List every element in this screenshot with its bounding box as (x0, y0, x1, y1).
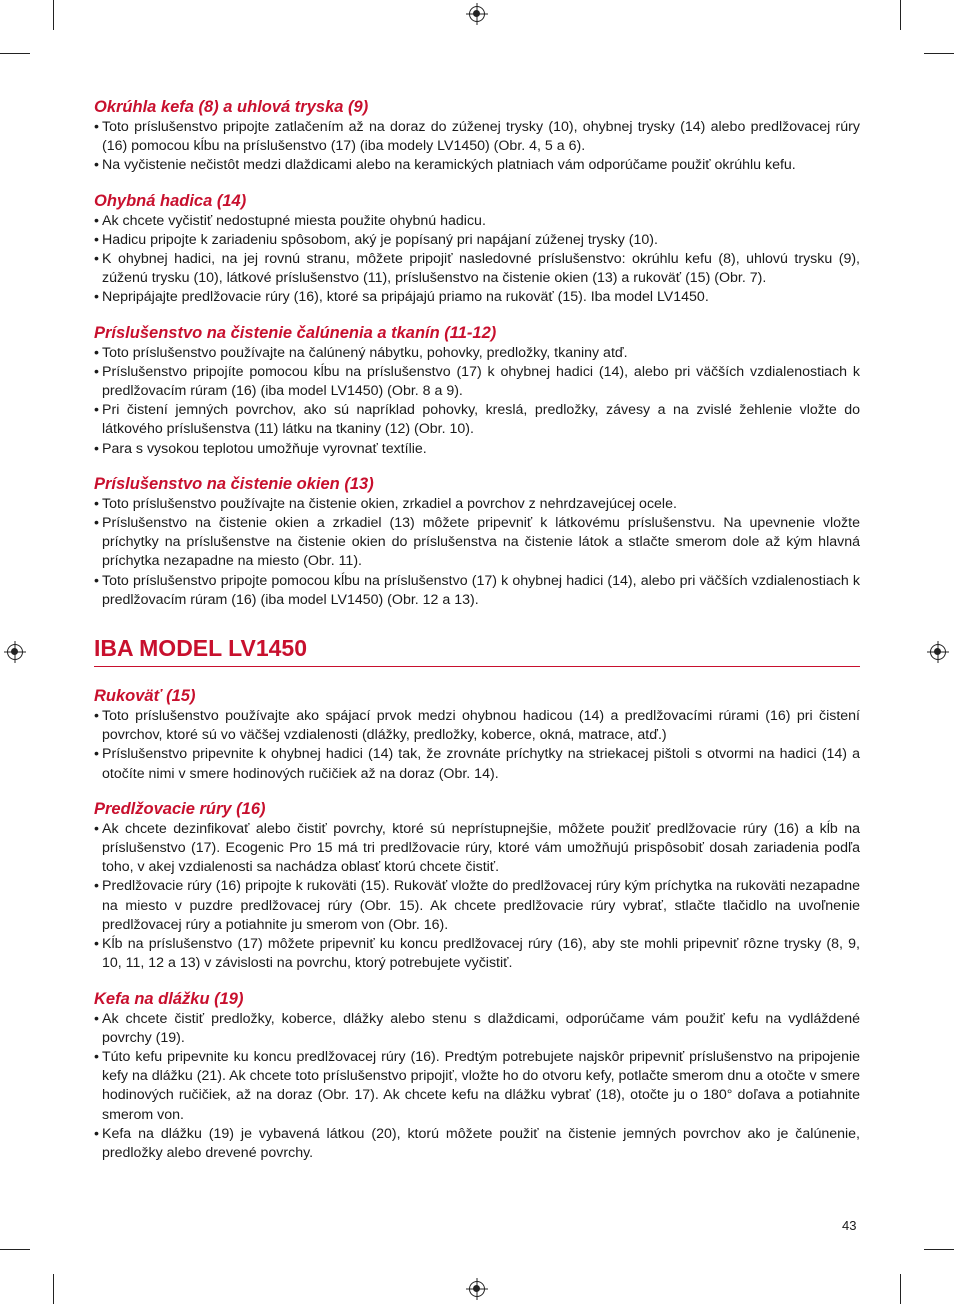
registration-mark-icon (930, 644, 946, 660)
bullet-item: • Kefa na dlážku (19) je vybavená látkou (20), ktorú môžete použiť na čistenie jemných povrchov ako je čalúnenie, predložky alebo drevené povrchy. (94, 1125, 860, 1163)
bullet-item: • Nepripájajte predlžovacie rúry (16), ktoré sa pripájajú priamo na rukoväť (15). Iba model LV1450. (94, 288, 860, 307)
bullet-item: • Toto príslušenstvo používajte na čistenie okien, zrkadiel a povrchov z nehrdzavejúcej ocele. (94, 495, 860, 514)
bullet-item: • Toto príslušenstvo pripojte zatlačením až na doraz do zúženej trysky (10), ohybnej trysky (14) alebo predlžovacej rúry (16) pomocou kĺbu na príslušenstvo (17) (iba modely LV1450) (Obr. 4, 5 a 6). (94, 118, 860, 156)
section-heading: Príslušenstvo na čistenie čalúnenia a tkanín (11-12) (94, 323, 497, 342)
section (94, 988, 860, 1164)
bullet-item: • Túto kefu pripevnite ku koncu predlžovacej rúry (16). Predtým potrebujete najskôr pripevniť príslušenstvo na pripojenie kefy na dlážku (21). Ak chcete toto príslušenstvo pripojiť, vložte ho do otvoru kefy, potlačte smerom dnu a otočte v smere hodinových ručičiek, až na doraz (Obr. 17). Ak chcete kefu na dlážku vybrať (18), otočte ju o 180° doľava a potiahnite smerom von. (94, 1048, 860, 1125)
section (94, 473, 860, 610)
bullet-item: • Príslušenstvo na čistenie okien a zrkadiel (13) môžete pripevniť k látkovému príslušenstvu. Na upevnenie vložte príchytky na príslušenstve na čistenie okien do príslušenstva na čistenie látok a stlačte smerom dole až kým hlavná príchytka nezapadne na miesto (Obr. 11). (94, 514, 860, 572)
bullet-item: • Kĺb na príslušenstvo (17) môžete pripevniť ku koncu predlžovacej rúry (16), aby ste mohli pripevniť rôzne trysky (8, 9, 10, 11, 12 a 13) v závislosti na povrchu, ktorý potrebujete vyčistiť. (94, 935, 860, 973)
bullet-item: • Pri čistení jemných povrchov, ako sú napríklad pohovky, kreslá, predložky, závesy a na zvislé žehlenie vložte do látkového príslušenstva (11) látku na tkaniny (12) (Obr. 10). (94, 401, 860, 439)
bullet-item: • Ak chcete vyčistiť nedostupné miesta použite ohybnú hadicu. (94, 212, 860, 231)
bullet-list (94, 820, 860, 974)
section (94, 685, 860, 784)
bullet-item: • Hadicu pripojte k zariadeniu spôsobom, aký je popísaný pri napájaní zúženej trysky (10). (94, 231, 860, 250)
model-title: IBA MODEL LV1450 (94, 634, 860, 667)
page-number: 43 (842, 1218, 857, 1233)
bullet-item: • Para s vysokou teplotou umožňuje vyrovnať textílie. (94, 440, 860, 459)
section (94, 322, 860, 459)
bullet-list (94, 212, 860, 308)
crop-mark (924, 53, 954, 54)
crop-mark (924, 1249, 954, 1250)
section (94, 190, 860, 308)
bullet-item: • Toto príslušenstvo pripojte pomocou kĺbu na príslušenstvo (17) k ohybnej hadici (14), alebo pri väčších vzdialenostiach k predlžovacím rúram (16) (iba model LV1450) (Obr. 12 a 13). (94, 572, 860, 610)
section (94, 96, 860, 176)
bullet-item: • Toto príslušenstvo používajte ako spájací prvok medzi ohybnou hadicou (14) a predlžovacími rúrami (16) pri čistení povrchov, ktoré sú vo väčšej vzdialenosti (dlážky, predložky, koberce, okná, matrace, atď.) (94, 707, 860, 745)
page-content (94, 96, 860, 1163)
section-heading: Predlžovacie rúry (16) (94, 799, 266, 818)
crop-mark (53, 0, 54, 30)
section-heading: Rukoväť (15) (94, 687, 196, 706)
bullet-item: • Príslušenstvo pripojíte pomocou kĺbu na príslušenstvo (17) k ohybnej hadici (14), alebo pri väčších vzdialenostiach k predlžovacím rúram (16) (iba model LV1450) (Obr. 8 a 9). (94, 363, 860, 401)
bullet-item: • Toto príslušenstvo používajte na čalúnený nábytku, pohovky, predložky, tkaniny atď. (94, 344, 860, 363)
section-heading: Ohybná hadica (14) (94, 191, 247, 210)
bullet-item: • Predlžovacie rúry (16) pripojte k rukoväti (15). Rukoväť vložte do predlžovacej rúry kým príchytka na rukoväti nezapadne na miesto v puzdre predlžovacej rúry (Obr. 15). Ak chcete predlžovacie rúry vybrať, stlačte tlačidlo na uvoľnenie predlžovacej rúry a potiahnite ju smerom von (Obr. 16). (94, 877, 860, 935)
bullet-item: • K ohybnej hadici, na jej rovnú stranu, môžete pripojiť nasledovné príslušenstvo: okrúhlu kefu (8), uhlovú trysku (9), zúženú trysku (10), látkové príslušenstvo (11), príslušenstvo na čistenie okien (13) a rukoväť (15) (Obr. 7). (94, 250, 860, 288)
bullet-list (94, 344, 860, 459)
section-heading: Kefa na dlážku (19) (94, 989, 244, 1008)
bullet-item: • Na vyčistenie nečistôt medzi dlaždicami alebo na keramických platniach vám odporúčame použiť okrúhlu kefu. (94, 156, 860, 175)
bullet-item: • Ak chcete čistiť predložky, koberce, dlážky alebo stenu s dlaždicami, odporúčame vám použiť kefu na vydláždené povrchy (19). (94, 1010, 860, 1048)
bullet-list (94, 707, 860, 784)
crop-mark (900, 0, 901, 30)
bullet-item: • Ak chcete dezinfikovať alebo čistiť povrchy, ktoré sú neprístupnejšie, môžete použiť predlžovacie rúry (16) a kĺb na príslušenstvo (17). Ecogenic Pro 15 má tri predlžovacie rúry, ktoré vám umožňujú prispôsobiť dosah zariadenia podľa toho, v akej vzdialenosti sa nachádza oblasť ktorú chcete čistiť. (94, 820, 860, 878)
crop-mark (53, 1274, 54, 1304)
bottom-sections (94, 685, 860, 1163)
registration-mark-icon (7, 644, 23, 660)
bullet-list (94, 118, 860, 176)
crop-mark (0, 1249, 30, 1250)
section-heading: Príslušenstvo na čistenie okien (13) (94, 474, 374, 493)
registration-mark-icon (469, 6, 485, 22)
registration-mark-icon (469, 1281, 485, 1297)
top-sections (94, 96, 860, 610)
section (94, 798, 860, 974)
bullet-list (94, 495, 860, 610)
crop-mark (0, 53, 30, 54)
bullet-list (94, 1010, 860, 1164)
crop-mark (900, 1274, 901, 1304)
bullet-item: • Príslušenstvo pripevnite k ohybnej hadici (14) tak, že zrovnáte príchytky na striekacej pištoli s otvormi na hadici (14) a otočíte nimi v smere hodinových ručičiek až na doraz (Obr. 14). (94, 745, 860, 783)
section-heading: Okrúhla kefa (8) a uhlová tryska (9) (94, 98, 369, 116)
